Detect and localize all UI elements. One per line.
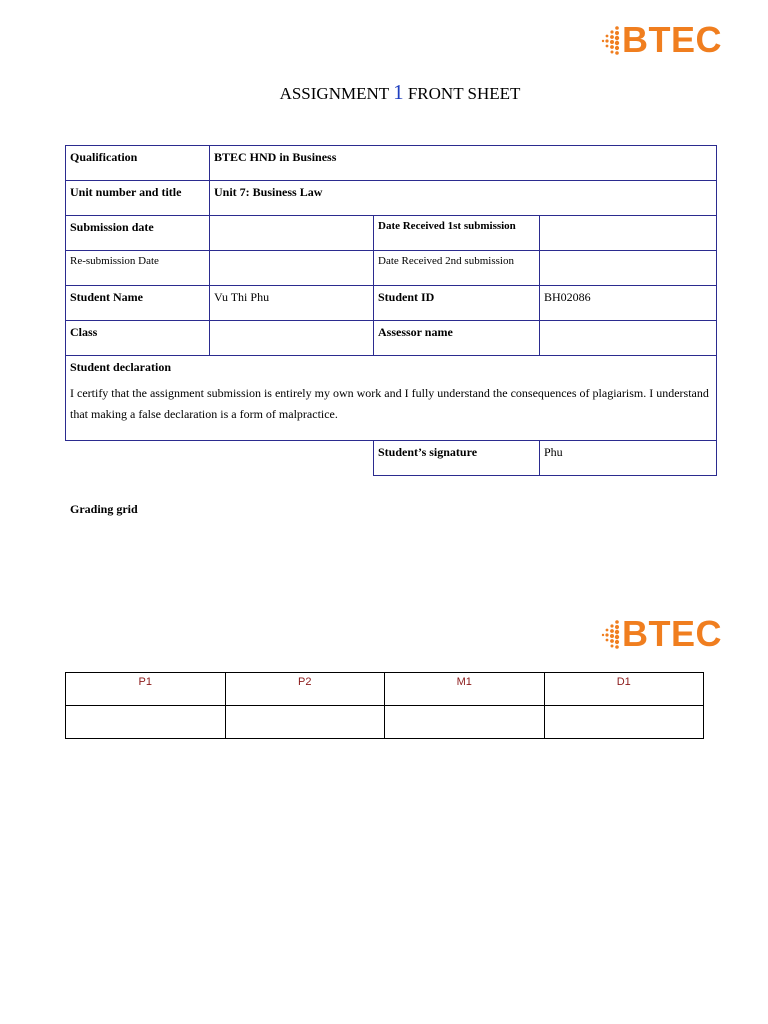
- table-row: [66, 146, 717, 181]
- title-suffix: FRONT SHEET: [407, 84, 521, 103]
- table-row: [66, 321, 717, 356]
- grading-table: [65, 672, 704, 739]
- grade-cell-p2: [225, 706, 385, 739]
- resubmission-date-value: [210, 251, 374, 286]
- qualification-label: Qualification: [66, 146, 210, 181]
- grade-header-m1: M1: [385, 673, 545, 706]
- title-prefix: ASSIGNMENT: [279, 84, 389, 103]
- front-sheet-table: [65, 145, 717, 476]
- dots-icon: [600, 619, 622, 649]
- grading-grid-title: Grading grid: [70, 502, 138, 516]
- signature-label: Student’s signature: [374, 441, 540, 476]
- grading-header-row: [66, 673, 704, 706]
- dots-icon: [600, 25, 622, 55]
- student-name-value: Vu Thi Phu: [210, 286, 374, 321]
- grade-cell-m1: [385, 706, 545, 739]
- btec-logo-text: BTEC: [622, 613, 722, 654]
- submission-date-value: [210, 216, 374, 251]
- submission-date-label: Submission date: [66, 216, 210, 251]
- title-number: 1: [393, 80, 404, 104]
- table-row: [66, 181, 717, 216]
- grade-header-d1: D1: [544, 673, 704, 706]
- btec-logo-text: BTEC: [622, 19, 722, 60]
- class-value: [210, 321, 374, 356]
- student-id-value: BH02086: [540, 286, 717, 321]
- table-row: [66, 251, 717, 286]
- student-name-label: Student Name: [66, 286, 210, 321]
- assessor-label: Assessor name: [374, 321, 540, 356]
- student-id-label: Student ID: [374, 286, 540, 321]
- resubmission-date-label: Re-submission Date: [66, 251, 210, 286]
- table-row: [66, 356, 717, 441]
- grade-cell-p1: [66, 706, 226, 739]
- grade-cell-d1: [544, 706, 704, 739]
- assessor-value: [540, 321, 717, 356]
- grade-header-p2: P2: [225, 673, 385, 706]
- qualification-value: BTEC HND in Business: [210, 146, 717, 181]
- student-declaration: [66, 356, 717, 441]
- page-title: [0, 80, 768, 105]
- grade-header-p1: P1: [66, 673, 226, 706]
- class-label: Class: [66, 321, 210, 356]
- table-row: [66, 216, 717, 251]
- unit-label: Unit number and title: [66, 181, 210, 216]
- declaration-text: I certify that the assignment submission is entirely my own work and I fully understand the consequences of plagiarism. I understand that making a false declaration is a form of malpractice.: [70, 386, 709, 421]
- btec-logo: [600, 613, 722, 654]
- date-received-1-label: Date Received 1st submission: [374, 216, 540, 251]
- table-row: [66, 441, 717, 476]
- table-row: [66, 286, 717, 321]
- grading-value-row: [66, 706, 704, 739]
- declaration-title: Student declaration: [70, 360, 172, 374]
- date-received-2-label: Date Received 2nd submission: [374, 251, 540, 286]
- date-received-1-value: [540, 216, 717, 251]
- unit-value: Unit 7: Business Law: [210, 181, 717, 216]
- blank-cell: [66, 441, 374, 476]
- signature-value: Phu: [540, 441, 717, 476]
- btec-logo: [600, 19, 722, 60]
- date-received-2-value: [540, 251, 717, 286]
